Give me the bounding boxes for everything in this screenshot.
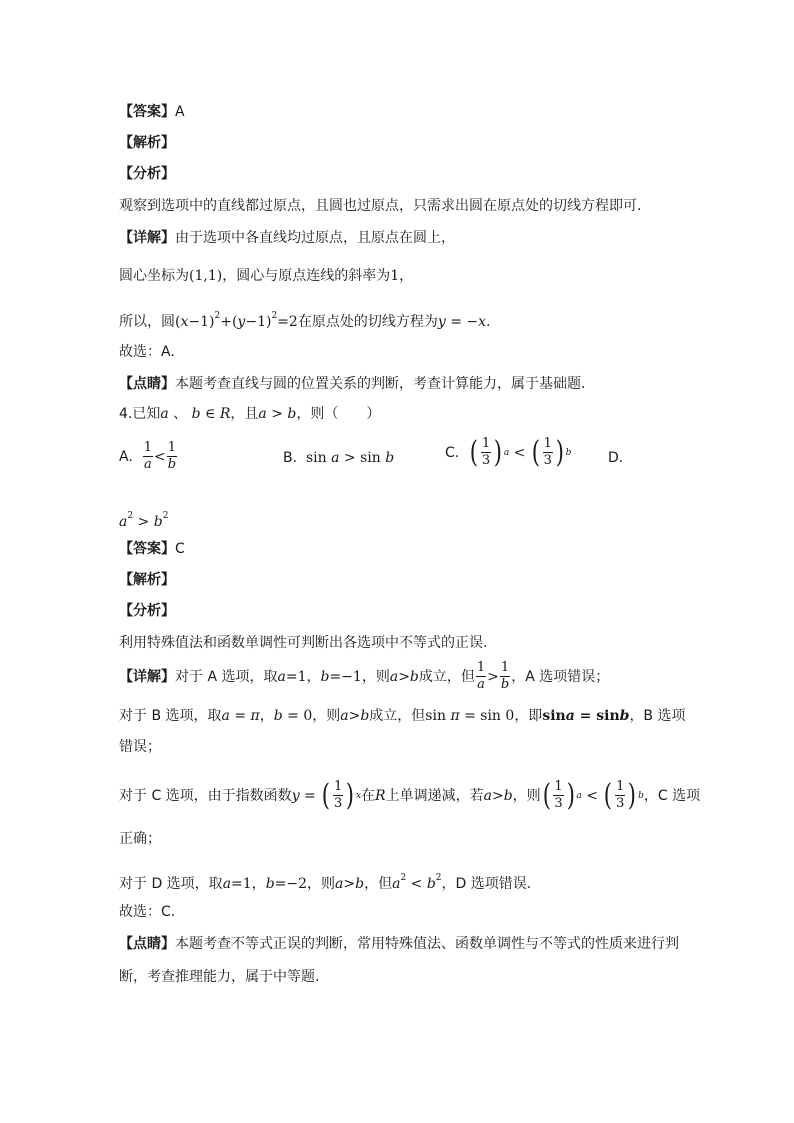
c-text2: 在 <box>361 787 376 804</box>
option-b-label: B. <box>283 450 298 466</box>
detail-b-line-2: 错误； <box>119 739 161 755</box>
detail-text: 由于选项中各直线均过原点，且原点在圆上， <box>175 230 455 246</box>
d-text3: ，但 <box>364 876 393 892</box>
detail-c-line: 对于 C 选项，由于指数函数 y = ( $\frac{1}{3}$ ) x 在 R 上单调递减，若 a > b ，则 ( $\frac{1}{3}$ ) a < ( $\frac{1}{3}$ ) b ，C 选项 <box>119 777 701 813</box>
d-text1: 对于 D 选项，取 <box>119 876 223 892</box>
analysis-label-2: 【解析】 <box>119 572 175 588</box>
analysis-label: 【解析】 <box>119 135 175 151</box>
choose-line-2: 故选：C. <box>119 904 176 920</box>
center-point: (1,1) <box>189 268 223 284</box>
comment-label: 【点睛】 <box>119 376 175 392</box>
d-text4: ，D 选项错误. <box>441 876 532 892</box>
tangent-equation: y = −x <box>437 314 486 330</box>
option-a-label: A. <box>119 448 133 465</box>
slope-value: 1 <box>390 268 400 284</box>
option-a: A. $\frac{1}{a}$ < $\frac{1}{b}$ <box>119 440 177 472</box>
center-line <box>119 266 413 286</box>
so-text-c: . <box>486 314 491 330</box>
frac-1-a: $\frac{1}{a}$ <box>143 440 152 472</box>
comment-label-2: 【点睛】 <box>119 936 175 952</box>
b-text4: ，即 <box>514 708 543 724</box>
c-text3: 上单调递减，若 <box>385 787 484 804</box>
comment-line-2b: 断，考查推理能力，属于中等题. <box>119 969 320 985</box>
circle-equation: $(x-1)^2+(y-1)^2=2$ <box>175 311 298 330</box>
stem-b: ，且 <box>230 406 259 422</box>
option-d-label: D. <box>608 450 624 466</box>
detail-d-line: 对于 D 选项，取a=1，b=−2，则a>b，但$a^2 < b^2$，D 选项错误. <box>119 873 532 892</box>
c-text1: 对于 C 选项，由于指数函数 <box>119 787 292 804</box>
center-text-c: ， <box>399 268 414 284</box>
circle-line <box>119 306 490 332</box>
b-text2: ，则 <box>312 708 341 724</box>
a-text3: 成立，但 <box>418 668 475 685</box>
detail-a-line: 【详解】 对于 A 选项，取 a =1， b =−1 ，则 a > b 成立，但 $\frac{1}{a}$ > $\frac{1}{b}$ ，A 选项错误； <box>119 660 610 692</box>
answer-label-2: 【答案】 <box>119 541 175 557</box>
detail-label-2: 【详解】 <box>119 668 175 685</box>
c-text4: ，则 <box>512 787 541 804</box>
detail-label: 【详解】 <box>119 230 175 246</box>
b-text1: 对于 B 选项，取 <box>119 708 222 724</box>
answer-value: A <box>175 104 185 120</box>
center-text-b: ，圆心与原点连线的斜率为 <box>222 268 391 284</box>
question-4-stem: 4.已知a 、 b ∈ R，且a > b，则（ ） <box>119 406 381 422</box>
comment-text-2: 本题考查不等式正误的判断，常用特殊值法、函数单调性与不等式的性质来进行判 <box>175 936 679 952</box>
fenxi-label-2: 【分析】 <box>119 603 175 619</box>
answer-line-2 <box>119 539 185 559</box>
fenxi-label: 【分析】 <box>119 166 175 182</box>
stem-vars: a <box>160 406 169 422</box>
detail-b-line: 对于 B 选项，取a = π，b = 0，则a>b成立，但sin π = sin 0，即sina = sinb，B 选项 <box>119 708 686 724</box>
d-text2: ，则 <box>307 876 336 892</box>
option-d <box>608 450 623 466</box>
a-text1: 对于 A 选项，取 <box>175 668 278 685</box>
answer-value-2: C <box>175 541 185 557</box>
b-text5: ，B 选项 <box>629 708 686 724</box>
detail-line <box>119 228 455 248</box>
center-text: 圆心坐标为 <box>119 268 189 284</box>
so-text-b: 在原点处的切线方程为 <box>297 314 438 330</box>
comment-line-2 <box>119 934 679 954</box>
fenxi-text-2: 利用特殊值法和函数单调性可判断出各选项中不等式的正误. <box>119 635 488 651</box>
comment-line <box>119 374 585 394</box>
stem-c: ，则（ ） <box>296 406 381 422</box>
option-d-expression: $a^2 > b^2$ <box>119 511 169 530</box>
option-b: B. sin a > sin b <box>283 450 395 466</box>
fenxi-text: 观察到选项中的直线都过原点，且圆也过原点，只需求出圆在原点处的切线方程即可. <box>119 198 642 214</box>
frac-1-b: $\frac{1}{b}$ <box>167 440 177 472</box>
so-text: 所以，圆 <box>119 314 175 330</box>
answer-line <box>119 102 185 122</box>
answer-label: 【答案】 <box>119 104 175 120</box>
a-text2: ，则 <box>361 668 390 685</box>
option-c-label: C. <box>445 444 460 461</box>
b-text3: 成立，但 <box>369 708 426 724</box>
comment-text: 本题考查直线与圆的位置关系的判断，考查计算能力，属于基础题. <box>175 376 586 392</box>
option-c: C. ( $\frac{1}{3}$ ) a < ( $\frac{1}{3}$ ) b <box>445 434 572 470</box>
a-text4: ，A 选项错误； <box>511 668 610 685</box>
detail-c-line-2: 正确； <box>119 831 161 847</box>
stem-a: 4.已知 <box>119 406 161 422</box>
choose-line: 故选：A. <box>119 344 175 360</box>
c-text5: ，C 选项 <box>643 787 701 804</box>
